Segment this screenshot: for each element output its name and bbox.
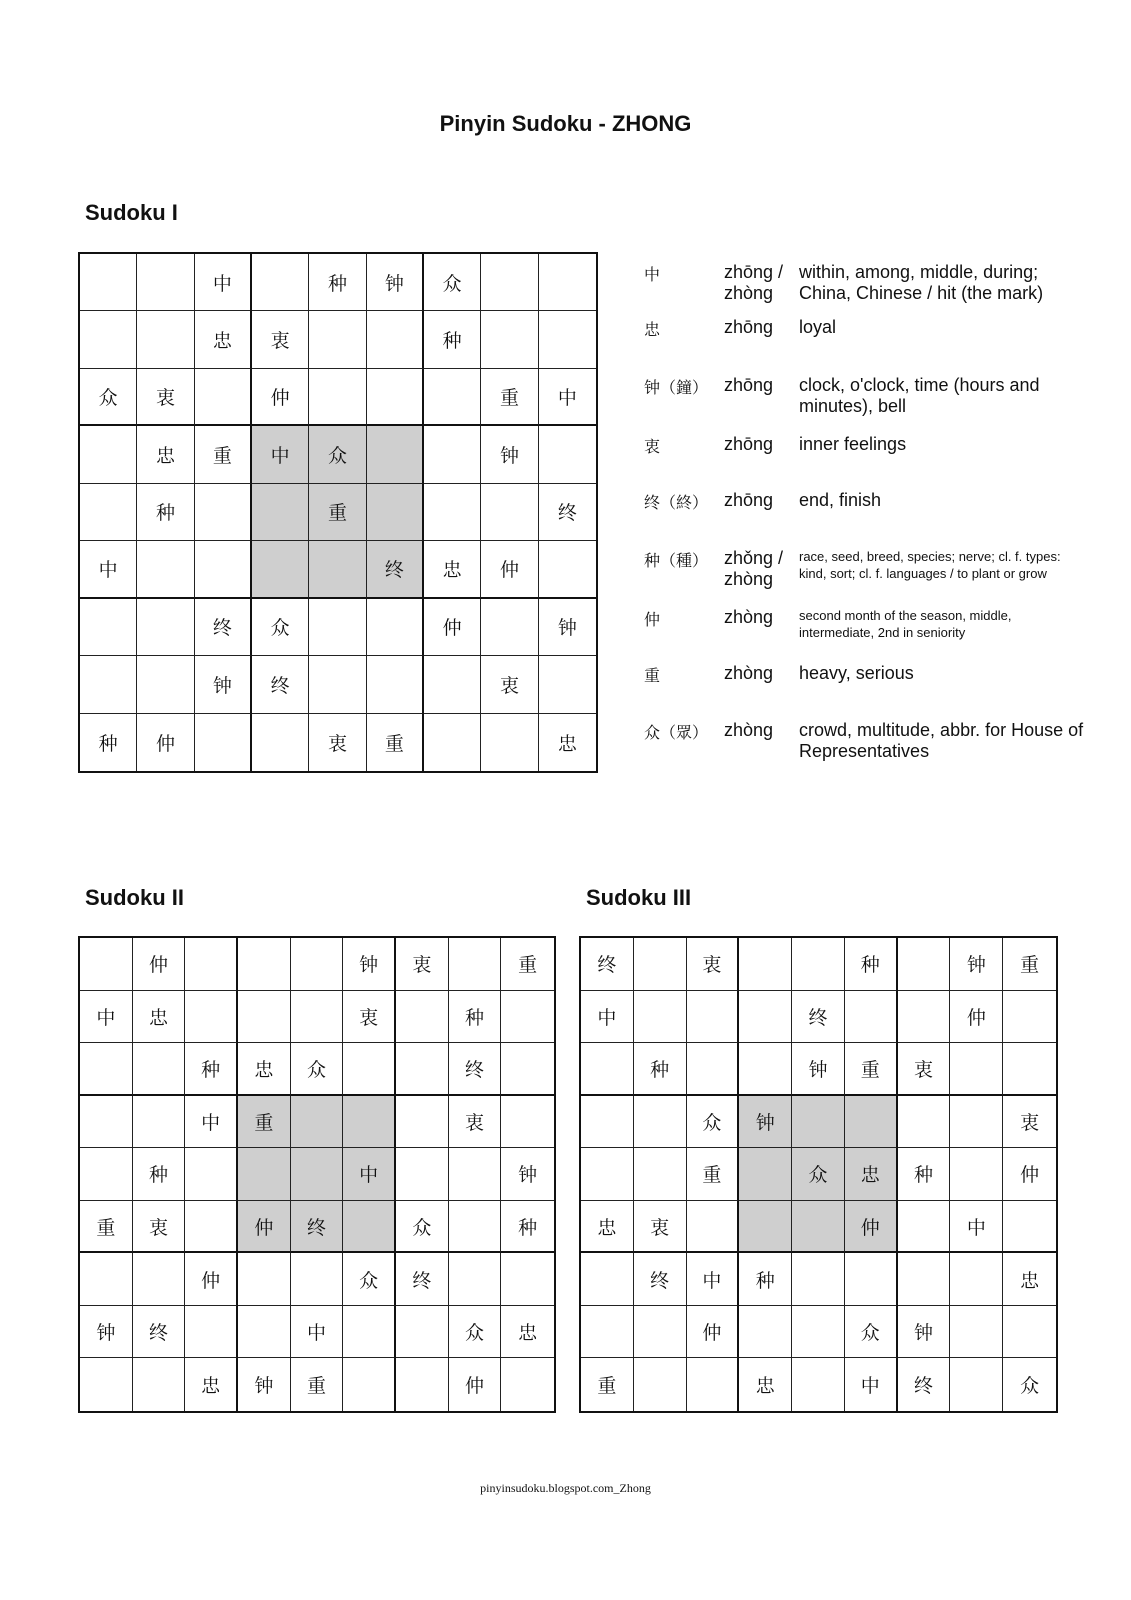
sudoku-cell: 钟 bbox=[950, 938, 1003, 991]
sudoku-cell bbox=[845, 1253, 898, 1306]
sudoku-cell bbox=[539, 311, 596, 368]
vocab-char: 中 bbox=[644, 265, 661, 284]
sudoku-cell: 中 bbox=[252, 426, 309, 483]
sudoku-cell bbox=[309, 656, 366, 713]
sudoku-cell bbox=[687, 1201, 740, 1254]
sudoku-cell bbox=[238, 1148, 291, 1201]
sudoku-cell bbox=[501, 1358, 554, 1411]
sudoku-cell bbox=[343, 1043, 396, 1096]
vocab-char: 种（種） bbox=[644, 551, 709, 570]
sudoku-cell: 众 bbox=[396, 1201, 449, 1254]
sudoku-cell: 中 bbox=[845, 1358, 898, 1411]
sudoku-cell: 中 bbox=[185, 1096, 238, 1149]
sudoku-cell: 钟 bbox=[367, 254, 424, 311]
sudoku-cell bbox=[80, 1253, 133, 1306]
vocab-definition: second month of the season, middle, intermediate, 2nd in seniority bbox=[799, 608, 1012, 640]
sudoku-cell: 重 bbox=[367, 714, 424, 771]
sudoku-cell bbox=[185, 991, 238, 1044]
sudoku-cell: 种 bbox=[80, 714, 137, 771]
sudoku-cell: 重 bbox=[687, 1148, 740, 1201]
sudoku-3-title: Sudoku III bbox=[586, 885, 692, 910]
vocab-definition: within, among, middle, during; China, Chinese / hit (the mark) bbox=[799, 262, 1044, 303]
sudoku-cell: 种 bbox=[133, 1148, 186, 1201]
vocab-definition: crowd, multitude, abbr. for House of Representatives bbox=[799, 720, 1084, 761]
sudoku-cell: 众 bbox=[424, 254, 481, 311]
sudoku-cell: 钟 bbox=[80, 1306, 133, 1359]
sudoku-cell bbox=[898, 1253, 951, 1306]
vocab-definition: race, seed, breed, species; nerve; cl. f. types: kind, sort; cl. f. languages / to plant or grow bbox=[799, 549, 1061, 581]
sudoku-cell: 中 bbox=[80, 541, 137, 598]
vocab-char: 重 bbox=[644, 666, 661, 685]
sudoku-cell bbox=[581, 1043, 634, 1096]
sudoku-cell: 仲 bbox=[185, 1253, 238, 1306]
vocab-char: 仲 bbox=[644, 610, 661, 629]
sudoku-cell bbox=[80, 484, 137, 541]
sudoku-cell bbox=[898, 991, 951, 1044]
sudoku-cell bbox=[396, 1306, 449, 1359]
sudoku-cell bbox=[481, 311, 538, 368]
sudoku-cell: 重 bbox=[238, 1096, 291, 1149]
sudoku-cell: 种 bbox=[185, 1043, 238, 1096]
vocab-pinyin: zhōng / zhòng bbox=[724, 262, 784, 303]
sudoku-cell: 仲 bbox=[238, 1201, 291, 1254]
sudoku-cell: 众 bbox=[687, 1096, 740, 1149]
sudoku-cell bbox=[424, 656, 481, 713]
vocab-pinyin: zhōng bbox=[724, 490, 774, 510]
sudoku-cell: 仲 bbox=[449, 1358, 502, 1411]
sudoku-cell: 众 bbox=[845, 1306, 898, 1359]
sudoku-cell bbox=[449, 1148, 502, 1201]
sudoku-cell: 仲 bbox=[133, 938, 186, 991]
sudoku-cell bbox=[252, 484, 309, 541]
sudoku-cell bbox=[137, 311, 194, 368]
sudoku-cell bbox=[343, 1096, 396, 1149]
sudoku-cell: 忠 bbox=[501, 1306, 554, 1359]
sudoku-cell bbox=[950, 1148, 1003, 1201]
sudoku-cell bbox=[185, 1306, 238, 1359]
sudoku-cell: 重 bbox=[309, 484, 366, 541]
sudoku-cell: 种 bbox=[424, 311, 481, 368]
sudoku-cell bbox=[687, 1358, 740, 1411]
sudoku-cell: 中 bbox=[343, 1148, 396, 1201]
sudoku-cell bbox=[80, 1358, 133, 1411]
sudoku-cell bbox=[137, 599, 194, 656]
vocab-pinyin: zhòng bbox=[724, 720, 774, 740]
sudoku-cell bbox=[581, 1306, 634, 1359]
sudoku-cell: 衷 bbox=[343, 991, 396, 1044]
sudoku-cell: 忠 bbox=[133, 991, 186, 1044]
sudoku-cell bbox=[792, 1253, 845, 1306]
sudoku-cell: 重 bbox=[195, 426, 252, 483]
sudoku-cell bbox=[1003, 1201, 1056, 1254]
sudoku-cell bbox=[309, 599, 366, 656]
sudoku-cell bbox=[291, 938, 344, 991]
sudoku-cell bbox=[792, 1306, 845, 1359]
sudoku-cell bbox=[291, 1148, 344, 1201]
sudoku-cell bbox=[739, 1043, 792, 1096]
sudoku-cell: 钟 bbox=[539, 599, 596, 656]
sudoku-cell bbox=[80, 938, 133, 991]
sudoku-cell bbox=[792, 1201, 845, 1254]
sudoku-cell: 仲 bbox=[845, 1201, 898, 1254]
vocab-char: 终（終） bbox=[644, 493, 709, 512]
sudoku-cell: 衷 bbox=[309, 714, 366, 771]
sudoku-cell bbox=[501, 1253, 554, 1306]
sudoku-3-grid bbox=[579, 936, 1058, 1413]
sudoku-cell bbox=[367, 599, 424, 656]
sudoku-cell: 重 bbox=[291, 1358, 344, 1411]
sudoku-cell bbox=[634, 1096, 687, 1149]
sudoku-cell bbox=[449, 1253, 502, 1306]
sudoku-cell: 忠 bbox=[137, 426, 194, 483]
sudoku-cell: 重 bbox=[845, 1043, 898, 1096]
sudoku-cell bbox=[739, 1148, 792, 1201]
sudoku-cell bbox=[539, 426, 596, 483]
sudoku-cell bbox=[1003, 1306, 1056, 1359]
sudoku-cell: 众 bbox=[792, 1148, 845, 1201]
sudoku-cell: 衷 bbox=[137, 369, 194, 426]
sudoku-cell: 钟 bbox=[238, 1358, 291, 1411]
sudoku-cell bbox=[481, 714, 538, 771]
sudoku-cell bbox=[195, 369, 252, 426]
sudoku-cell bbox=[252, 714, 309, 771]
sudoku-cell bbox=[80, 1043, 133, 1096]
sudoku-cell: 衷 bbox=[1003, 1096, 1056, 1149]
sudoku-cell bbox=[396, 1096, 449, 1149]
sudoku-cell bbox=[238, 991, 291, 1044]
sudoku-cell bbox=[581, 1253, 634, 1306]
sudoku-cell: 终 bbox=[792, 991, 845, 1044]
sudoku-cell: 忠 bbox=[581, 1201, 634, 1254]
sudoku-cell: 钟 bbox=[501, 1148, 554, 1201]
sudoku-cell bbox=[185, 938, 238, 991]
sudoku-cell: 中 bbox=[195, 254, 252, 311]
sudoku-cell bbox=[581, 1096, 634, 1149]
sudoku-cell bbox=[238, 1253, 291, 1306]
sudoku-1-title: Sudoku I bbox=[85, 200, 178, 225]
sudoku-cell bbox=[309, 311, 366, 368]
vocab-definition: heavy, serious bbox=[799, 663, 914, 683]
sudoku-cell bbox=[195, 541, 252, 598]
sudoku-cell: 众 bbox=[449, 1306, 502, 1359]
sudoku-cell bbox=[396, 1358, 449, 1411]
sudoku-cell bbox=[950, 1043, 1003, 1096]
sudoku-cell: 忠 bbox=[739, 1358, 792, 1411]
sudoku-cell bbox=[449, 938, 502, 991]
sudoku-cell: 钟 bbox=[481, 426, 538, 483]
sudoku-cell bbox=[367, 426, 424, 483]
sudoku-cell bbox=[634, 991, 687, 1044]
sudoku-cell: 众 bbox=[1020, 1375, 1040, 1398]
sudoku-cell bbox=[634, 1148, 687, 1201]
sudoku-cell bbox=[195, 714, 252, 771]
sudoku-cell bbox=[424, 369, 481, 426]
sudoku-cell bbox=[687, 1043, 740, 1096]
sudoku-cell: 仲 bbox=[950, 991, 1003, 1044]
sudoku-cell: 众 bbox=[80, 369, 137, 426]
sudoku-cell: 终 bbox=[539, 484, 596, 541]
sudoku-cell: 忠 bbox=[845, 1148, 898, 1201]
sudoku-cell bbox=[481, 254, 538, 311]
sudoku-cell: 种 bbox=[501, 1201, 554, 1254]
sudoku-cell bbox=[137, 541, 194, 598]
sudoku-cell bbox=[133, 1043, 186, 1096]
sudoku-cell bbox=[80, 311, 137, 368]
sudoku-cell bbox=[449, 1201, 502, 1254]
sudoku-cell: 种 bbox=[845, 938, 898, 991]
sudoku-cell: 中 bbox=[80, 991, 133, 1044]
footer-source: pinyinsudoku.blogspot.com_Zhong bbox=[480, 1481, 651, 1495]
sudoku-cell bbox=[367, 369, 424, 426]
sudoku-cell bbox=[581, 1148, 634, 1201]
sudoku-cell bbox=[634, 1306, 687, 1359]
sudoku-cell bbox=[424, 484, 481, 541]
sudoku-cell bbox=[133, 1096, 186, 1149]
sudoku-cell bbox=[343, 1358, 396, 1411]
sudoku-cell bbox=[1003, 1043, 1056, 1096]
sudoku-cell bbox=[367, 311, 424, 368]
sudoku-cell bbox=[898, 1096, 951, 1149]
sudoku-cell: 终 bbox=[449, 1043, 502, 1096]
sudoku-cell: 忠 bbox=[1003, 1253, 1056, 1306]
sudoku-cell: 重 bbox=[581, 1358, 634, 1411]
sudoku-cell bbox=[501, 991, 554, 1044]
sudoku-cell: 终 bbox=[396, 1253, 449, 1306]
sudoku-cell bbox=[343, 1201, 396, 1254]
sudoku-cell: 重 bbox=[481, 369, 538, 426]
sudoku-cell bbox=[739, 1201, 792, 1254]
sudoku-cell: 衷 bbox=[449, 1096, 502, 1149]
sudoku-cell bbox=[739, 1306, 792, 1359]
sudoku-cell bbox=[137, 656, 194, 713]
sudoku-cell: 钟 bbox=[739, 1096, 792, 1149]
sudoku-cell: 重 bbox=[1003, 938, 1056, 991]
sudoku-cell bbox=[80, 599, 137, 656]
vocab-definition: inner feelings bbox=[799, 434, 907, 454]
sudoku-cell bbox=[396, 991, 449, 1044]
sudoku-cell: 衷 bbox=[481, 656, 538, 713]
sudoku-cell bbox=[424, 714, 481, 771]
sudoku-cell: 终 bbox=[898, 1358, 951, 1411]
sudoku-cell bbox=[687, 991, 740, 1044]
sudoku-2-title: Sudoku II bbox=[85, 885, 184, 910]
sudoku-cell: 终 bbox=[581, 938, 634, 991]
sudoku-cell: 钟 bbox=[792, 1043, 845, 1096]
sudoku-cell: 忠 bbox=[238, 1043, 291, 1096]
sudoku-cell: 种 bbox=[449, 991, 502, 1044]
sudoku-cell: 终 bbox=[133, 1306, 186, 1359]
vocab-pinyin: zhǒng / zhòng bbox=[724, 548, 784, 589]
sudoku-cell: 钟 bbox=[898, 1306, 951, 1359]
sudoku-cell bbox=[845, 1096, 898, 1149]
sudoku-cell bbox=[898, 1201, 951, 1254]
sudoku-cell bbox=[238, 938, 291, 991]
sudoku-cell bbox=[792, 1096, 845, 1149]
sudoku-cell bbox=[792, 1358, 845, 1411]
sudoku-cell: 仲 bbox=[252, 369, 309, 426]
sudoku-cell bbox=[80, 656, 137, 713]
sudoku-cell bbox=[291, 1096, 344, 1149]
sudoku-cell: 仲 bbox=[137, 714, 194, 771]
sudoku-cell bbox=[80, 254, 137, 311]
sudoku-cell bbox=[343, 1306, 396, 1359]
sudoku-cell bbox=[309, 369, 366, 426]
sudoku-cell: 衷 bbox=[396, 938, 449, 991]
sudoku-cell: 中 bbox=[539, 369, 596, 426]
sudoku-cell bbox=[291, 991, 344, 1044]
sudoku-cell bbox=[238, 1306, 291, 1359]
vocab-pinyin: zhōng bbox=[724, 434, 774, 454]
sudoku-cell: 忠 bbox=[195, 311, 252, 368]
sudoku-cell bbox=[950, 1358, 1003, 1411]
sudoku-cell bbox=[185, 1148, 238, 1201]
vocab-pinyin: zhòng bbox=[724, 607, 774, 627]
sudoku-1-grid bbox=[78, 252, 598, 773]
sudoku-cell bbox=[634, 1358, 687, 1411]
sudoku-cell bbox=[950, 1253, 1003, 1306]
sudoku-cell: 中 bbox=[950, 1201, 1003, 1254]
sudoku-cell bbox=[367, 656, 424, 713]
sudoku-cell bbox=[291, 1253, 344, 1306]
vocab-char: 衷 bbox=[644, 437, 661, 456]
vocab-definition: clock, o'clock, time (hours and minutes), bell bbox=[799, 375, 1040, 416]
sudoku-cell: 衷 bbox=[133, 1201, 186, 1254]
sudoku-cell bbox=[195, 484, 252, 541]
sudoku-cell bbox=[481, 484, 538, 541]
sudoku-cell bbox=[252, 254, 309, 311]
sudoku-2-grid bbox=[78, 936, 556, 1413]
vocab-char: 忠 bbox=[644, 320, 661, 339]
sudoku-cell bbox=[396, 1043, 449, 1096]
vocab-definition: end, finish bbox=[799, 490, 882, 510]
sudoku-cell: 种 bbox=[634, 1043, 687, 1096]
sudoku-cell: 中 bbox=[687, 1253, 740, 1306]
sudoku-cell bbox=[80, 426, 137, 483]
sudoku-cell bbox=[309, 541, 366, 598]
sudoku-cell: 仲 bbox=[424, 599, 481, 656]
page-title: Pinyin Sudoku - ZHONG bbox=[439, 111, 692, 136]
sudoku-cell: 衷 bbox=[898, 1043, 951, 1096]
sudoku-cell bbox=[80, 1148, 133, 1201]
sudoku-cell: 种 bbox=[137, 484, 194, 541]
vocab-char: 众（眾） bbox=[644, 723, 709, 742]
sudoku-cell: 终 bbox=[252, 656, 309, 713]
sudoku-cell bbox=[898, 938, 951, 991]
sudoku-cell bbox=[739, 938, 792, 991]
vocab-definition: loyal bbox=[799, 317, 837, 337]
sudoku-cell bbox=[634, 938, 687, 991]
sudoku-cell bbox=[501, 1096, 554, 1149]
sudoku-cell: 重 bbox=[80, 1201, 133, 1254]
sudoku-cell bbox=[481, 599, 538, 656]
sudoku-cell: 衷 bbox=[687, 938, 740, 991]
sudoku-cell: 众 bbox=[252, 599, 309, 656]
sudoku-cell: 种 bbox=[309, 254, 366, 311]
sudoku-cell bbox=[739, 991, 792, 1044]
sudoku-cell: 终 bbox=[195, 599, 252, 656]
sudoku-cell: 终 bbox=[291, 1201, 344, 1254]
sudoku-cell bbox=[950, 1096, 1003, 1149]
sudoku-cell bbox=[367, 484, 424, 541]
sudoku-cell bbox=[252, 541, 309, 598]
sudoku-cell bbox=[133, 1358, 186, 1411]
sudoku-cell: 种 bbox=[898, 1148, 951, 1201]
sudoku-cell: 忠 bbox=[424, 541, 481, 598]
sudoku-cell bbox=[185, 1201, 238, 1254]
sudoku-cell: 仲 bbox=[1003, 1148, 1056, 1201]
sudoku-cell bbox=[950, 1306, 1003, 1359]
sudoku-cell bbox=[133, 1253, 186, 1306]
sudoku-cell bbox=[539, 541, 596, 598]
sudoku-cell: 终 bbox=[367, 541, 424, 598]
sudoku-cell bbox=[539, 656, 596, 713]
sudoku-cell bbox=[80, 1096, 133, 1149]
sudoku-cell: 钟 bbox=[343, 938, 396, 991]
sudoku-cell: 中 bbox=[291, 1306, 344, 1359]
sudoku-cell bbox=[501, 1043, 554, 1096]
sudoku-cell: 仲 bbox=[687, 1306, 740, 1359]
sudoku-cell bbox=[424, 426, 481, 483]
sudoku-cell: 仲 bbox=[481, 541, 538, 598]
sudoku-cell bbox=[845, 991, 898, 1044]
sudoku-cell: 衷 bbox=[252, 311, 309, 368]
sudoku-cell: 重 bbox=[501, 938, 554, 991]
sudoku-cell bbox=[396, 1148, 449, 1201]
vocab-pinyin: zhòng bbox=[724, 663, 774, 683]
sudoku-cell bbox=[792, 938, 845, 991]
sudoku-cell: 众 bbox=[343, 1253, 396, 1306]
vocab-char: 钟（鐘） bbox=[644, 378, 709, 397]
sudoku-cell bbox=[1003, 991, 1056, 1044]
sudoku-cell: 种 bbox=[739, 1253, 792, 1306]
sudoku-cell: 忠 bbox=[185, 1358, 238, 1411]
sudoku-cell bbox=[137, 254, 194, 311]
sudoku-cell: 众 bbox=[291, 1043, 344, 1096]
vocab-pinyin: zhōng bbox=[724, 375, 774, 395]
sudoku-cell: 终 bbox=[634, 1253, 687, 1306]
sudoku-cell: 中 bbox=[581, 991, 634, 1044]
sudoku-cell: 衷 bbox=[634, 1201, 687, 1254]
sudoku-cell bbox=[539, 254, 596, 311]
vocab-pinyin: zhōng bbox=[724, 317, 774, 337]
sudoku-cell: 钟 bbox=[195, 656, 252, 713]
sudoku-cell: 忠 bbox=[557, 732, 577, 755]
sudoku-cell: 众 bbox=[309, 426, 366, 483]
